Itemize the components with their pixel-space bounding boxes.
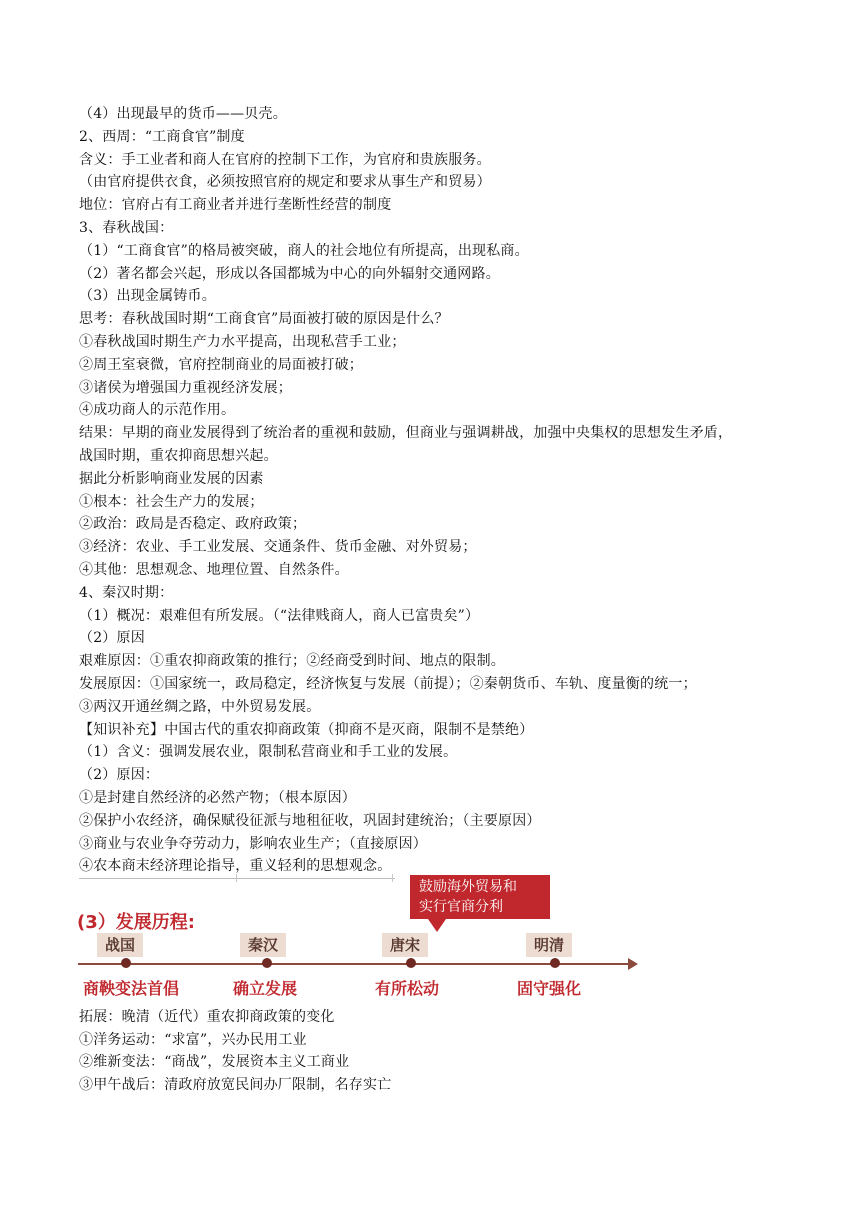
era-label-ming-qing: 明清: [526, 933, 572, 957]
stage-label: 确立发展: [233, 979, 298, 998]
text-line: 结果：早期的商业发展得到了统治者的重视和鼓励，但商业与强调耕战，加强中央集权的思想发生矛盾，: [79, 425, 733, 442]
text-line: （1）“工商食官”的格局被突破，商人的社会地位有所提高，出现私商。: [79, 242, 529, 259]
text-line: ③经济：农业、手工业发展、交通条件、货币金融、对外贸易；: [79, 539, 477, 556]
stage-label: 商鞅变法首倡: [83, 979, 180, 998]
text-line: ③两汉开通丝绸之路，中外贸易发展。: [79, 698, 321, 715]
timeline-dot: [262, 958, 272, 968]
text-line: 战国时期，重农抑商思想兴起。: [79, 448, 278, 464]
text-line: （由官府提供衣食，必须按照官府的规定和要求从事生产和贸易）: [79, 174, 491, 191]
text-line: ②政治：政局是否稳定、政府政策；: [79, 516, 307, 533]
text-line: 据此分析影响商业发展的因素: [79, 470, 264, 487]
timeline-dot: [406, 958, 416, 968]
stage-label: 固守强化: [517, 979, 582, 998]
text-line: 发展原因：①国家统一，政局稳定，经济恢复与发展（前提）；②秦朝货币、车轨、度量衡的统一；: [79, 676, 697, 692]
text-line: 【知识补充】中国古代的重农抑商政策（抑商不是灭商，限制不是禁绝）: [79, 721, 534, 738]
callout-line: 鼓励海外贸易和: [419, 879, 517, 895]
text-line: （2）原因：: [79, 767, 160, 784]
text-line: 4、秦汉时期：: [79, 584, 174, 601]
text-line: 艰难原因：①重农抑商政策的推行；②经商受到时间、地点的限制。: [79, 653, 505, 670]
text-line: ①春秋战国时期生产力水平提高，出现私营手工业；: [79, 334, 406, 350]
text-line: ③诸侯为增强国力重视经济发展；: [79, 379, 292, 396]
text-line: 2、西周：“工商食官”制度: [79, 128, 245, 145]
text-line: ④其他：思想观念、地理位置、自然条件。: [79, 562, 349, 578]
timeline-dot: [550, 958, 560, 968]
text-line: ①洋务运动：“求富”，兴办民用工业: [79, 1031, 307, 1048]
text-line: （3）出现金属铸币。: [79, 288, 216, 305]
era-label-tang-song: 唐宋: [382, 933, 428, 957]
song-callout: [410, 875, 550, 919]
text-line: （2）著名都会兴起，形成以各国都城为中心的向外辐射交通网路。: [79, 265, 500, 282]
timeline-axis: [78, 963, 630, 965]
text-line: ①根本：社会生产力的发展；: [79, 493, 264, 510]
text-line: ③商业与农业争夺劳动力，影响农业生产；（直接原因）: [79, 835, 427, 852]
callout-pointer: [428, 919, 446, 932]
text-line: ③甲午战后：清政府放宽民间办厂限制，名存实亡: [79, 1077, 392, 1094]
era-label-qin-han: 秦汉: [240, 933, 286, 957]
text-line: 思考：春秋战国时期“工商食官”局面被打破的原因是什么？: [79, 311, 449, 328]
text-line: ④农本商末经济理论指导，重义轻利的思想观念。: [79, 858, 392, 875]
text-line: ①是封建自然经济的必然产物；（根本原因）: [79, 790, 356, 806]
text-line: ②维新变法：“商战”，发展资本主义工商业: [79, 1054, 350, 1071]
text-line: ②保护小农经济，确保赋役征派与地租征收，巩固封建统治；（主要原因）: [79, 812, 541, 829]
stage-label: 有所松动: [375, 979, 440, 998]
text-line: 地位：官府占有工商业者并进行垄断性经营的制度: [79, 197, 392, 214]
text-line: （4）出现最早的货币——贝壳。: [79, 106, 287, 122]
text-line: ④成功商人的示范作用。: [79, 402, 236, 419]
text-line: 含义：手工业者和商人在官府的控制下工作，为官府和贵族服务。: [79, 151, 491, 168]
text-line: 拓展：晚清（近代）重农抑商政策的变化: [79, 1009, 335, 1025]
development-timeline-figure: [75, 872, 640, 1002]
text-line: （1）含义：强调发展农业，限制私营商业和手工业的发展。: [79, 744, 458, 761]
timeline-dot: [121, 958, 131, 968]
text-line: （2）原因: [79, 630, 145, 647]
era-label-warring-states: 战国: [97, 933, 143, 957]
timeline-title: (3）发展历程:: [77, 912, 195, 933]
timeline-arrow-icon: [628, 958, 638, 970]
text-line: 3、春秋战国：: [79, 220, 174, 236]
text-line: （1）概况：艰难但有所发展。（“法律贱商人，商人已富贵矣”）: [79, 607, 480, 624]
callout-line: 实行官商分利: [419, 899, 503, 915]
text-line: ②周王室衰微，官府控制商业的局面被打破；: [79, 356, 363, 373]
